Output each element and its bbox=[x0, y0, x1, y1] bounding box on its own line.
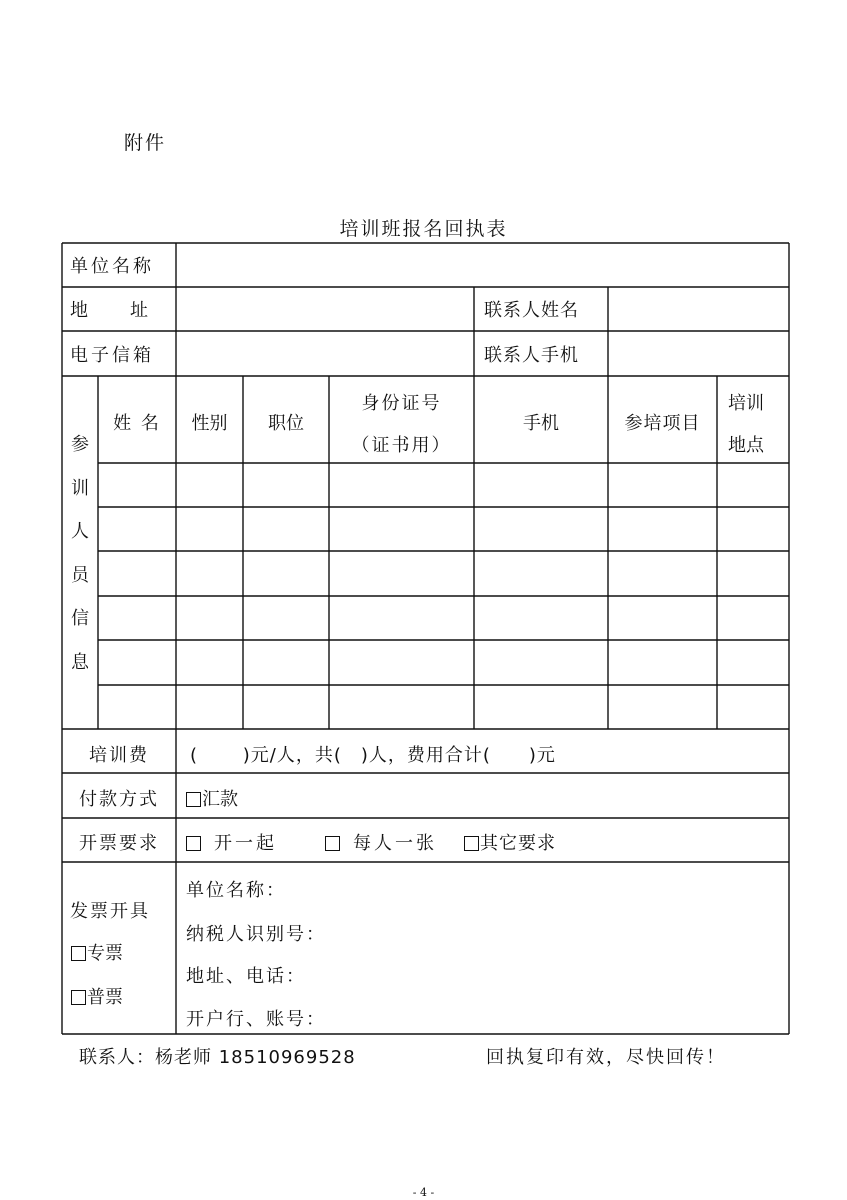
trainee-row[interactable] bbox=[99, 464, 788, 506]
fee-label: 培训费 bbox=[89, 745, 149, 766]
trainee-section-label: 参 训 人 员 信 息 bbox=[71, 434, 89, 673]
address-field[interactable] bbox=[177, 288, 473, 330]
email-field[interactable] bbox=[177, 332, 473, 375]
unit-name-field[interactable] bbox=[177, 244, 788, 286]
trainee-row[interactable] bbox=[99, 508, 788, 550]
checkbox-icon[interactable] bbox=[186, 836, 201, 851]
address-label: 地 址 bbox=[70, 300, 150, 321]
column-header-phone: 手机 bbox=[523, 413, 559, 434]
page-number: - 4 - bbox=[412, 1186, 435, 1199]
unit-name-label: 单位名称 bbox=[70, 256, 154, 277]
column-header-position: 职位 bbox=[268, 413, 304, 434]
invoice-field-unit-name: 单位名称： bbox=[186, 880, 286, 901]
invoice-option-per-person[interactable]: 每人一张 bbox=[325, 834, 437, 854]
trainee-row[interactable] bbox=[99, 597, 788, 639]
invoice-option-other[interactable]: 其它要求 bbox=[464, 834, 556, 854]
trainee-row[interactable] bbox=[99, 686, 788, 728]
invoice-type-general[interactable]: 普票 bbox=[71, 988, 123, 1008]
invoice-requirement-label: 开票要求 bbox=[79, 833, 159, 854]
invoice-type-special[interactable]: 专票 bbox=[71, 944, 123, 964]
footer-contact: 联系人：杨老师 18510969528 bbox=[79, 1047, 356, 1068]
invoice-option-combined[interactable]: 开一起 bbox=[186, 834, 277, 854]
column-header-project: 参培项目 bbox=[624, 413, 701, 434]
column-header-gender: 性别 bbox=[191, 413, 228, 434]
column-header-location: 培训 地点 bbox=[728, 393, 764, 456]
contact-phone-label: 联系人手机 bbox=[484, 345, 579, 366]
payment-label: 付款方式 bbox=[79, 789, 159, 810]
trainee-row[interactable] bbox=[99, 552, 788, 595]
email-label: 电子信箱 bbox=[70, 345, 154, 366]
checkbox-icon[interactable] bbox=[71, 990, 86, 1005]
invoice-field-bank-account: 开户行、账号： bbox=[186, 1009, 326, 1030]
contact-phone-field[interactable] bbox=[609, 332, 788, 375]
attachment-label: 附件 bbox=[124, 132, 167, 154]
checkbox-icon[interactable] bbox=[71, 946, 86, 961]
checkbox-icon[interactable] bbox=[186, 792, 201, 807]
column-header-id: 身份证号 （证书用） bbox=[351, 393, 452, 456]
payment-option-remittance[interactable]: 汇款 bbox=[186, 790, 238, 810]
form-title: 培训班报名回执表 bbox=[339, 218, 508, 240]
contact-name-field[interactable] bbox=[609, 288, 788, 330]
invoice-issue-label: 发票开具 bbox=[70, 901, 150, 922]
footer-note: 回执复印有效，尽快回传！ bbox=[486, 1047, 726, 1068]
checkbox-icon[interactable] bbox=[464, 836, 479, 851]
trainee-row[interactable] bbox=[99, 641, 788, 684]
fee-text: ( )元/人，共( )人，费用合计( )元 bbox=[190, 745, 556, 766]
column-header-name: 姓 名 bbox=[113, 413, 161, 434]
invoice-field-address-phone: 地址、电话： bbox=[186, 966, 306, 987]
checkbox-icon[interactable] bbox=[325, 836, 340, 851]
invoice-field-tax-id: 纳税人识别号： bbox=[186, 924, 326, 945]
contact-name-label: 联系人姓名 bbox=[484, 300, 579, 321]
